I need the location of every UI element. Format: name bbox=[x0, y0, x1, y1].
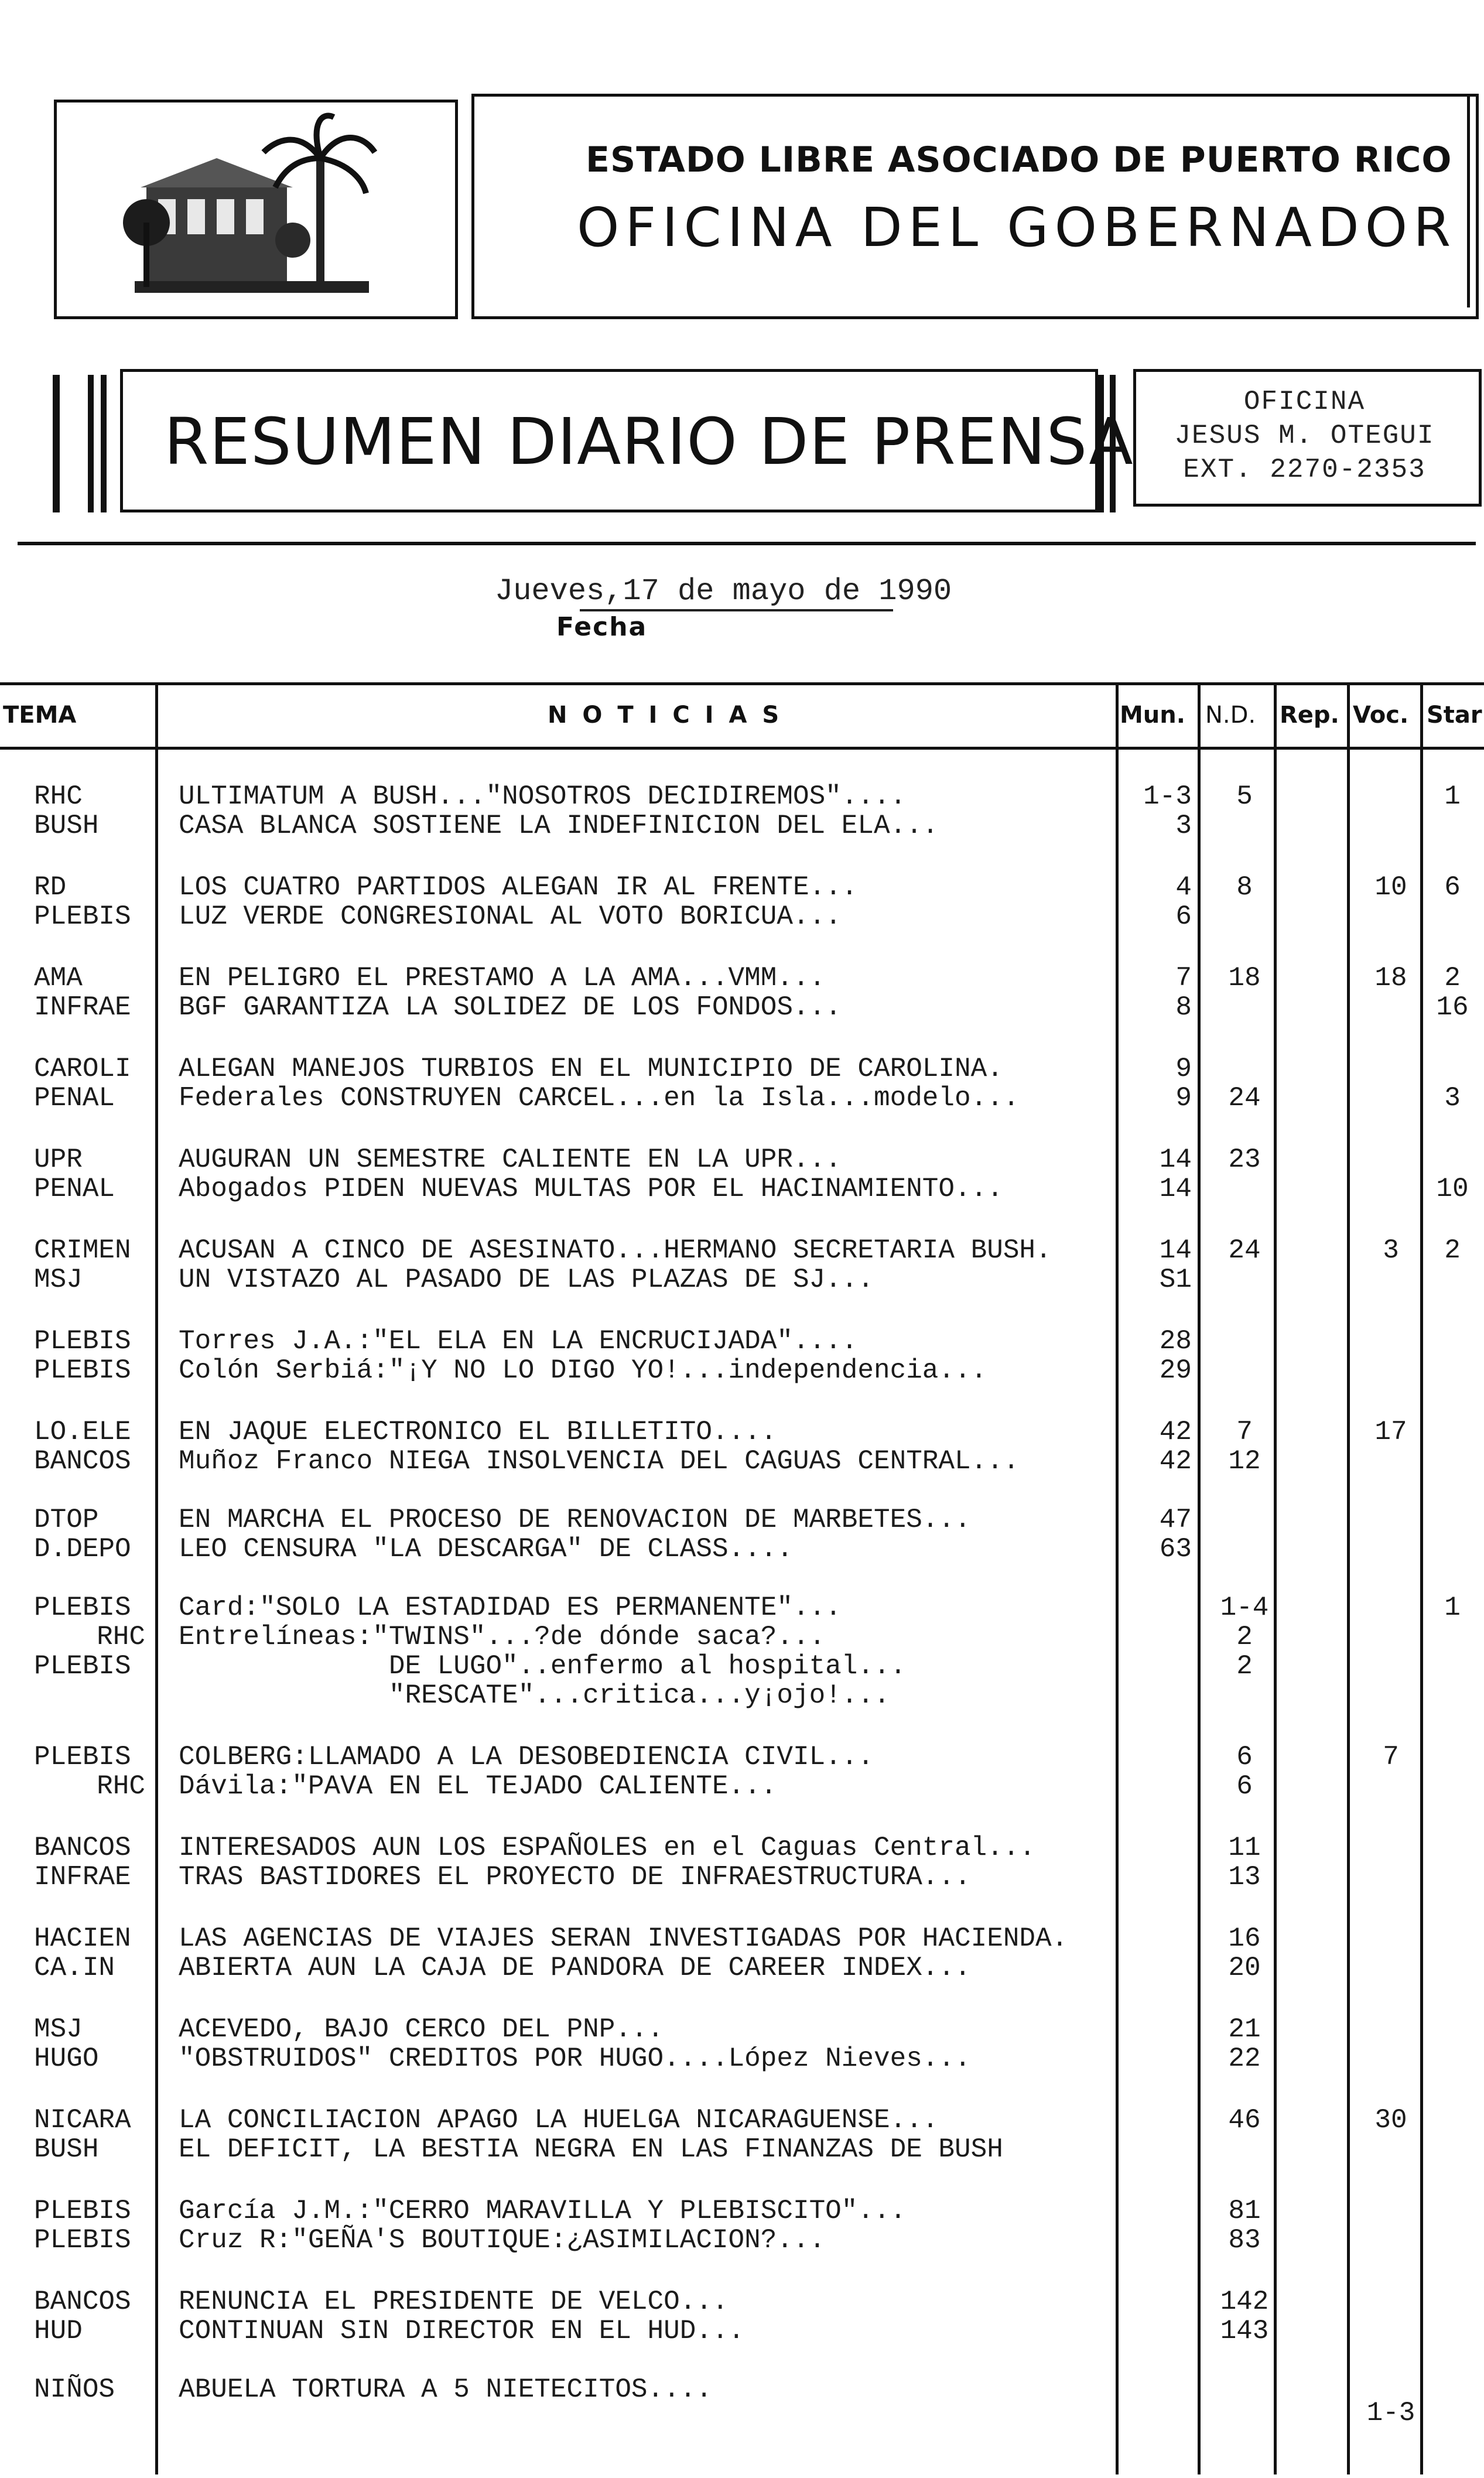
row-nd: 24 bbox=[1228, 1235, 1261, 1266]
row-nd: 6 bbox=[1236, 1771, 1253, 1802]
row-tema: PLEBIS bbox=[34, 1592, 131, 1623]
row-tema: LO.ELE bbox=[34, 1417, 131, 1447]
row-star: 2 bbox=[1444, 963, 1461, 993]
report-date: Jueves,17 de mayo de 1990 bbox=[495, 574, 952, 609]
row-noticia: Abogados PIDEN NUEVAS MULTAS POR EL HACINAMIENTO... bbox=[179, 1174, 1003, 1204]
row-noticia: EL DEFICIT, LA BESTIA NEGRA EN LAS FINANZAS DE BUSH bbox=[179, 2134, 1003, 2165]
row-tema: HACIEN bbox=[34, 1923, 131, 1954]
row-noticia: EN JAQUE ELECTRONICO EL BILLETITO.... bbox=[179, 1417, 777, 1447]
row-mun: 14 bbox=[1159, 1174, 1192, 1204]
row-tema: DTOP bbox=[34, 1505, 99, 1535]
col-header-star: Star bbox=[1427, 702, 1482, 729]
column-divider bbox=[1116, 682, 1119, 2474]
row-nd: 143 bbox=[1220, 2316, 1269, 2346]
row-tema: BANCOS bbox=[34, 1446, 131, 1476]
row-nd: 24 bbox=[1228, 1083, 1261, 1113]
row-noticia: LOS CUATRO PARTIDOS ALEGAN IR AL FRENTE... bbox=[179, 872, 858, 903]
row-noticia: AUGURAN UN SEMESTRE CALIENTE EN LA UPR... bbox=[179, 1144, 842, 1175]
row-mun: 14 bbox=[1159, 1235, 1192, 1266]
decor-bar bbox=[88, 375, 94, 512]
row-voc: 1-3 bbox=[1366, 2398, 1415, 2428]
row-star: 3 bbox=[1444, 1083, 1461, 1113]
row-mun: 42 bbox=[1159, 1417, 1192, 1447]
col-header-noticias: N O T I C I A S bbox=[548, 702, 783, 729]
row-tema: HUD bbox=[34, 2316, 83, 2346]
row-tema: CA.IN bbox=[34, 1953, 115, 1983]
row-noticia: Muñoz Franco NIEGA INSOLVENCIA DEL CAGUAS CENTRAL... bbox=[179, 1446, 1020, 1476]
row-nd: 83 bbox=[1228, 2225, 1261, 2255]
row-noticia: CASA BLANCA SOSTIENE LA INDEFINICION DEL ELA... bbox=[179, 811, 939, 841]
row-tema: BUSH bbox=[34, 2134, 99, 2165]
row-noticia: Colón Serbiá:"¡Y NO LO DIGO YO!...independencia... bbox=[179, 1355, 987, 1386]
row-noticia: Entrelíneas:"TWINS"...?de dónde saca?... bbox=[179, 1622, 826, 1652]
row-tema: RHC bbox=[97, 1771, 145, 1802]
row-nd: 2 bbox=[1236, 1622, 1253, 1652]
row-mun: 14 bbox=[1159, 1144, 1192, 1175]
resumen-title: RESUMEN DIARIO DE PRENSA bbox=[164, 404, 1134, 479]
estado-heading: ESTADO LIBRE ASOCIADO DE PUERTO RICO bbox=[586, 139, 1452, 180]
row-nd: 13 bbox=[1228, 1862, 1261, 1892]
fecha-label: Fecha bbox=[556, 612, 648, 642]
row-noticia: INTERESADOS AUN LOS ESPAÑOLES en el Caguas Central... bbox=[179, 1833, 1036, 1863]
row-noticia: RENUNCIA EL PRESIDENTE DE VELCO... bbox=[179, 2286, 729, 2317]
row-mun: S1 bbox=[1159, 1264, 1192, 1295]
row-tema: BUSH bbox=[34, 811, 99, 841]
row-nd: 11 bbox=[1228, 1833, 1261, 1863]
row-mun: 8 bbox=[1175, 992, 1192, 1023]
row-noticia: Federales CONSTRUYEN CARCEL...en la Isla...modelo... bbox=[179, 1083, 1020, 1113]
row-tema: PENAL bbox=[34, 1083, 115, 1113]
row-voc: 30 bbox=[1374, 2105, 1407, 2135]
row-tema: RHC bbox=[34, 781, 83, 812]
row-noticia: ACEVEDO, BAJO CERCO DEL PNP... bbox=[179, 2014, 664, 2045]
row-tema: PLEBIS bbox=[34, 1651, 131, 1681]
column-divider bbox=[1347, 682, 1350, 2474]
row-noticia: LUZ VERDE CONGRESIONAL AL VOTO BORICUA... bbox=[179, 901, 842, 932]
row-noticia: Dávila:"PAVA EN EL TEJADO CALIENTE... bbox=[179, 1771, 777, 1802]
row-tema: PLEBIS bbox=[34, 2225, 131, 2255]
row-nd: 23 bbox=[1228, 1144, 1261, 1175]
row-tema: MSJ bbox=[34, 1264, 83, 1295]
row-noticia: LAS AGENCIAS DE VIAJES SERAN INVESTIGADAS POR HACIENDA. bbox=[179, 1923, 1068, 1954]
row-nd: 46 bbox=[1228, 2105, 1261, 2135]
row-nd: 81 bbox=[1228, 2196, 1261, 2226]
row-tema: CRIMEN bbox=[34, 1235, 131, 1266]
row-noticia: Card:"SOLO LA ESTADIDAD ES PERMANENTE"... bbox=[179, 1592, 842, 1623]
row-mun: 9 bbox=[1175, 1083, 1192, 1113]
row-star: 1 bbox=[1444, 1592, 1461, 1623]
row-star: 2 bbox=[1444, 1235, 1461, 1266]
row-nd: 142 bbox=[1220, 2286, 1269, 2317]
col-header-voc: Voc. bbox=[1353, 702, 1409, 729]
row-tema: PLEBIS bbox=[34, 1355, 131, 1386]
row-nd: 20 bbox=[1228, 1953, 1261, 1983]
row-tema: PLEBIS bbox=[34, 1742, 131, 1772]
table-top-rule bbox=[0, 682, 1484, 685]
row-nd: 2 bbox=[1236, 1651, 1253, 1681]
row-tema: INFRAE bbox=[34, 1862, 131, 1892]
row-tema: MSJ bbox=[34, 2014, 83, 2045]
col-header-tema: TEMA bbox=[3, 702, 77, 729]
row-noticia: BGF GARANTIZA LA SOLIDEZ DE LOS FONDOS... bbox=[179, 992, 842, 1023]
row-tema: CAROLI bbox=[34, 1054, 131, 1084]
row-mun: 47 bbox=[1159, 1505, 1192, 1535]
contact-name: JESUS M. OTEGUI bbox=[1174, 421, 1435, 451]
row-nd: 22 bbox=[1228, 2043, 1261, 2074]
col-header-nd: N.D. bbox=[1205, 702, 1256, 729]
row-mun: 63 bbox=[1159, 1534, 1192, 1564]
column-divider bbox=[1198, 682, 1201, 2474]
row-tema: PLEBIS bbox=[34, 1326, 131, 1356]
row-tema: RD bbox=[34, 872, 67, 903]
row-tema: BANCOS bbox=[34, 2286, 131, 2317]
header-divider bbox=[18, 542, 1476, 545]
row-noticia: ULTIMATUM A BUSH..."NOSOTROS DECIDIREMOS".... bbox=[179, 781, 907, 812]
oficina-heading: OFICINA DEL GOBERNADOR bbox=[577, 196, 1457, 259]
row-noticia: "RESCATE"...critica...y¡ojo!... bbox=[179, 1680, 890, 1711]
row-mun: 7 bbox=[1175, 963, 1192, 993]
row-noticia: UN VISTAZO AL PASADO DE LAS PLAZAS DE SJ... bbox=[179, 1264, 874, 1295]
row-nd: 5 bbox=[1236, 781, 1253, 812]
row-noticia: TRAS BASTIDORES EL PROYECTO DE INFRAESTRUCTURA... bbox=[179, 1862, 971, 1892]
row-noticia: CONTINUAN SIN DIRECTOR EN EL HUD... bbox=[179, 2316, 745, 2346]
contact-ext: EXT. 2270-2353 bbox=[1183, 454, 1426, 485]
row-tema: RHC bbox=[97, 1622, 145, 1652]
row-mun: 3 bbox=[1175, 811, 1192, 841]
decor-bar bbox=[53, 375, 60, 512]
governor-mansion-logo bbox=[123, 105, 381, 305]
row-noticia: LA CONCILIACION APAGO LA HUELGA NICARAGUENSE... bbox=[179, 2105, 939, 2135]
row-voc: 10 bbox=[1374, 872, 1407, 903]
row-noticia: ACUSAN A CINCO DE ASESINATO...HERMANO SECRETARIA BUSH. bbox=[179, 1235, 1052, 1266]
row-mun: 29 bbox=[1159, 1355, 1192, 1386]
row-noticia: COLBERG:LLAMADO A LA DESOBEDIENCIA CIVIL... bbox=[179, 1742, 874, 1772]
row-noticia: Torres J.A.:"EL ELA EN LA ENCRUCIJADA".... bbox=[179, 1326, 858, 1356]
row-star: 1 bbox=[1444, 781, 1461, 812]
row-noticia: Cruz R:"GEÑA'S BOUTIQUE:¿ASIMILACION?... bbox=[179, 2225, 826, 2255]
row-tema: INFRAE bbox=[34, 992, 131, 1023]
row-nd: 6 bbox=[1236, 1742, 1253, 1772]
row-tema: BANCOS bbox=[34, 1833, 131, 1863]
row-noticia: LEO CENSURA "LA DESCARGA" DE CLASS.... bbox=[179, 1534, 793, 1564]
row-voc: 18 bbox=[1374, 963, 1407, 993]
row-nd: 1-4 bbox=[1220, 1592, 1269, 1623]
column-divider bbox=[1420, 682, 1423, 2474]
row-noticia: EN MARCHA EL PROCESO DE RENOVACION DE MARBETES... bbox=[179, 1505, 971, 1535]
row-noticia: ABUELA TORTURA A 5 NIETECITOS.... bbox=[179, 2374, 712, 2405]
row-noticia: "OBSTRUIDOS" CREDITOS POR HUGO....López Nieves... bbox=[179, 2043, 971, 2074]
row-tema: AMA bbox=[34, 963, 83, 993]
row-mun: 42 bbox=[1159, 1446, 1192, 1476]
row-nd: 18 bbox=[1228, 963, 1261, 993]
row-noticia: ABIERTA AUN LA CAJA DE PANDORA DE CAREER INDEX... bbox=[179, 1953, 971, 1983]
row-mun: 1-3 bbox=[1143, 781, 1192, 812]
row-noticia: DE LUGO"..enfermo al hospital... bbox=[179, 1651, 907, 1681]
row-tema: UPR bbox=[34, 1144, 83, 1175]
decor-bar bbox=[101, 375, 107, 512]
row-nd: 8 bbox=[1236, 872, 1253, 903]
table-header-rule bbox=[0, 747, 1484, 750]
column-divider bbox=[155, 682, 158, 2474]
row-voc: 17 bbox=[1374, 1417, 1407, 1447]
row-voc: 3 bbox=[1383, 1235, 1399, 1266]
row-mun: 28 bbox=[1159, 1326, 1192, 1356]
row-tema: NIÑOS bbox=[34, 2374, 115, 2405]
row-tema: PLEBIS bbox=[34, 901, 131, 932]
row-mun: 4 bbox=[1175, 872, 1192, 903]
row-noticia: ALEGAN MANEJOS TURBIOS EN EL MUNICIPIO DE CAROLINA. bbox=[179, 1054, 1003, 1084]
row-star: 16 bbox=[1436, 992, 1469, 1023]
row-tema: PLEBIS bbox=[34, 2196, 131, 2226]
row-star: 6 bbox=[1444, 872, 1461, 903]
row-nd: 12 bbox=[1228, 1446, 1261, 1476]
row-mun: 6 bbox=[1175, 901, 1192, 932]
row-voc: 7 bbox=[1383, 1742, 1399, 1772]
row-tema: D.DEPO bbox=[34, 1534, 131, 1564]
row-noticia: García J.M.:"CERRO MARAVILLA Y PLEBISCITO"... bbox=[179, 2196, 907, 2226]
row-star: 10 bbox=[1436, 1174, 1469, 1204]
row-tema: NICARA bbox=[34, 2105, 131, 2135]
row-nd: 7 bbox=[1236, 1417, 1253, 1447]
col-header-rep: Rep. bbox=[1280, 702, 1339, 729]
row-mun: 9 bbox=[1175, 1054, 1192, 1084]
row-tema: HUGO bbox=[34, 2043, 99, 2074]
row-tema: PENAL bbox=[34, 1174, 115, 1204]
contact-office: OFICINA bbox=[1243, 387, 1366, 417]
row-noticia: EN PELIGRO EL PRESTAMO A LA AMA...VMM... bbox=[179, 963, 826, 993]
date-underline bbox=[580, 609, 893, 611]
row-nd: 21 bbox=[1228, 2014, 1261, 2045]
row-nd: 16 bbox=[1228, 1923, 1261, 1954]
col-header-mun: Mun. bbox=[1120, 702, 1185, 729]
